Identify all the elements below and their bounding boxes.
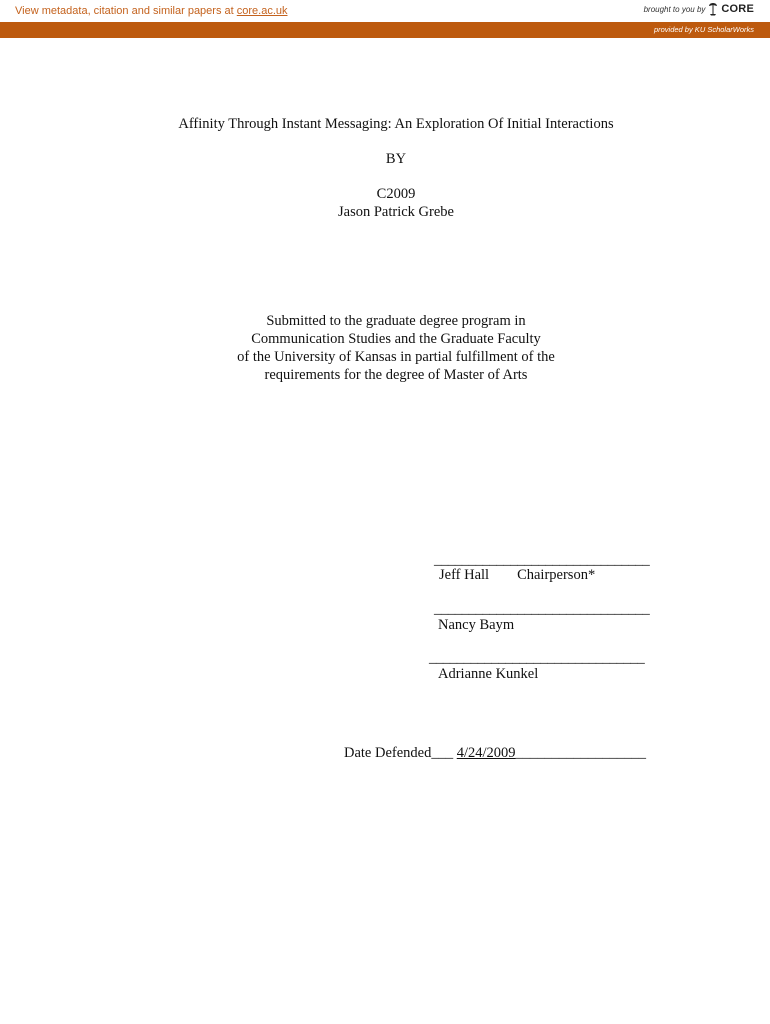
date-blank-suffix: __________________ <box>515 745 647 761</box>
submission-line: of the University of Kansas in partial fulfillment of the <box>237 349 555 365</box>
signature-line: _______________________________ <box>434 601 650 617</box>
committee-name: Adrianne Kunkel <box>438 666 539 682</box>
core-link[interactable]: core.ac.uk <box>236 5 288 17</box>
signature-line: _______________________________ <box>434 552 650 568</box>
brought-by-text: brought to you by <box>643 4 706 14</box>
provided-by-text[interactable]: provided by KU ScholarWorks <box>653 25 754 34</box>
committee-member <box>438 617 514 634</box>
thesis-title: Affinity Through Instant Messaging: An Exploration Of Initial Interactions <box>178 116 614 132</box>
committee-member <box>439 567 595 584</box>
by-label: BY <box>385 151 407 167</box>
submission-line: requirements for the degree of Master of Arts <box>264 367 528 383</box>
date-defended-value: 4/24/2009 <box>456 745 516 761</box>
submission-statement <box>0 312 770 384</box>
date-defended <box>344 745 646 762</box>
committee-role: Chairperson* <box>517 567 596 583</box>
core-logo: CORE <box>721 3 754 15</box>
date-blank-prefix: ___ <box>431 745 457 761</box>
submission-line: Submitted to the graduate degree program in <box>266 313 526 329</box>
metadata-label: View metadata, citation and similar papers at <box>15 5 237 17</box>
copyright-year: C2009 <box>376 186 416 202</box>
signature-line: _______________________________ <box>429 650 645 666</box>
date-defended-label: Date Defended <box>344 745 432 761</box>
committee-name: Nancy Baym <box>438 617 515 633</box>
submission-line: Communication Studies and the Graduate Faculty <box>251 331 541 347</box>
committee-member <box>438 666 538 683</box>
committee-name: Jeff Hall <box>439 567 490 583</box>
author-name: Jason Patrick Grebe <box>338 204 454 220</box>
